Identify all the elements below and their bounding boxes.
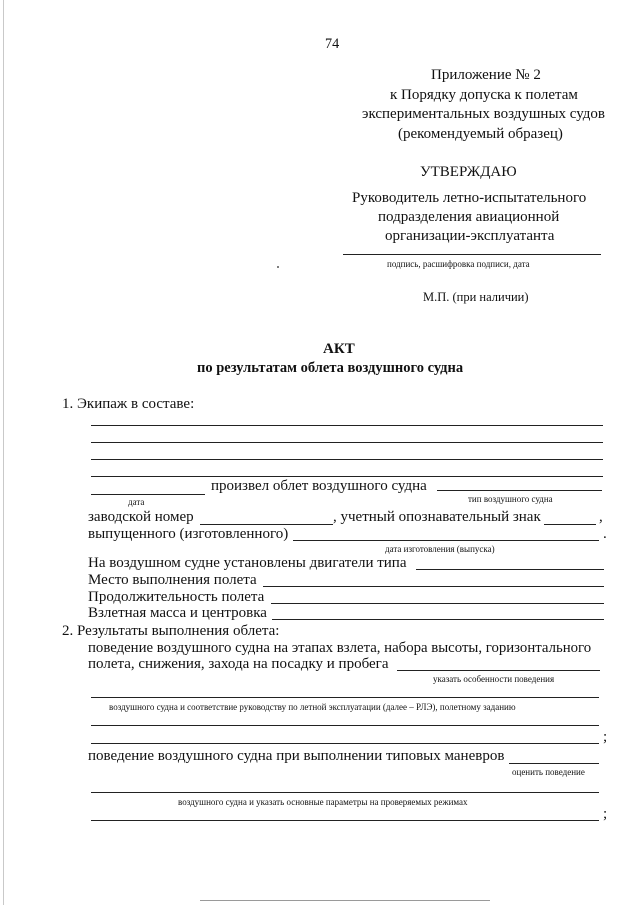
aircraft-type-field[interactable] (437, 490, 602, 491)
engines-field[interactable] (416, 569, 604, 570)
place-label: Место выполнения полета (88, 572, 257, 588)
params-line-field-1[interactable] (91, 792, 599, 793)
stamp-note: М.П. (при наличии) (423, 290, 529, 304)
act-title: АКТ (323, 341, 355, 357)
compliance-caption: воздушного судна и соответствие руководству по летной эксплуатации (далее – РЛЭ), полетному заданию (109, 702, 516, 712)
behavior-line-2: полета, снижения, захода на посадку и пробега (88, 656, 389, 672)
approval-line-1: Руководитель летно-испытательного (352, 190, 587, 206)
act-subtitle: по результатам облета воздушного судна (197, 360, 464, 376)
flight-text: произвел облет воздушного судна (211, 478, 427, 494)
approval-title: УТВЕРЖДАЮ (420, 164, 517, 180)
semicolon-1: ; (603, 729, 608, 745)
page-bottom-edge (200, 900, 490, 901)
header-line-1: к Порядку допуска к полетам (390, 87, 578, 103)
aircraft-type-caption: тип воздушного судна (468, 494, 553, 504)
section1-heading: 1. Экипаж в составе: (62, 396, 195, 412)
signature-caption: подпись, расшифровка подписи, дата (387, 259, 530, 269)
approval-line-3: организации-эксплуатанта (385, 228, 555, 244)
appendix-title: Приложение № 2 (431, 67, 541, 83)
behavior-caption: указать особенности поведения (433, 674, 555, 684)
maneuvers-label: поведение воздушного судна при выполнении типовых маневров (88, 748, 505, 764)
maneuvers-field[interactable] (509, 763, 599, 764)
crew-line-2[interactable] (91, 442, 603, 443)
crew-line-1[interactable] (91, 425, 603, 426)
serial-number-label: заводской номер (88, 509, 194, 525)
params-line-field-2[interactable] (91, 820, 599, 821)
duration-field[interactable] (271, 603, 604, 604)
page-left-edge (3, 0, 4, 905)
behavior-line-1: поведение воздушного судна на этапах взлета, набора высоты, горизонтального (88, 640, 592, 656)
approval-line-2: подразделения авиационной (378, 209, 560, 225)
registration-end: , (599, 509, 603, 525)
header-line-3: (рекомендуемый образец) (398, 126, 563, 142)
behavior-line-field-4[interactable] (91, 743, 599, 744)
crew-line-3[interactable] (91, 459, 603, 460)
date-caption: дата (128, 497, 145, 507)
header-line-2: экспериментальных воздушных судов (362, 106, 606, 122)
section2-heading: 2. Результаты выполнения облета: (62, 623, 280, 639)
semicolon-2: ; (603, 806, 608, 822)
produced-end: . (603, 526, 607, 542)
registration-label: , учетный опознавательный знак (333, 509, 541, 525)
serial-number-field[interactable] (200, 524, 333, 525)
mass-label: Взлетная масса и центровка (88, 605, 267, 621)
place-field[interactable] (263, 586, 604, 587)
page-number: 74 (325, 36, 340, 52)
signature-line[interactable] (343, 254, 601, 255)
params-caption: воздушного судна и указать основные параметры на проверяемых режимах (178, 797, 468, 807)
produced-label: выпущенного (изготовленного) (88, 526, 289, 542)
maneuvers-caption: оценить поведение (512, 767, 585, 777)
mass-field[interactable] (272, 619, 604, 620)
crew-line-4[interactable] (91, 476, 603, 477)
behavior-line-field-3[interactable] (91, 725, 599, 726)
engines-label: На воздушном судне установлены двигатели типа (88, 555, 407, 571)
behavior-field[interactable] (397, 670, 600, 671)
production-date-caption: дата изготовления (выпуска) (385, 544, 495, 554)
behavior-line-field-2[interactable] (91, 697, 599, 698)
duration-label: Продолжительность полета (88, 589, 265, 605)
registration-field[interactable] (544, 524, 596, 525)
production-date-field[interactable] (293, 540, 599, 541)
scan-speck (277, 266, 279, 268)
date-field[interactable] (91, 494, 205, 495)
